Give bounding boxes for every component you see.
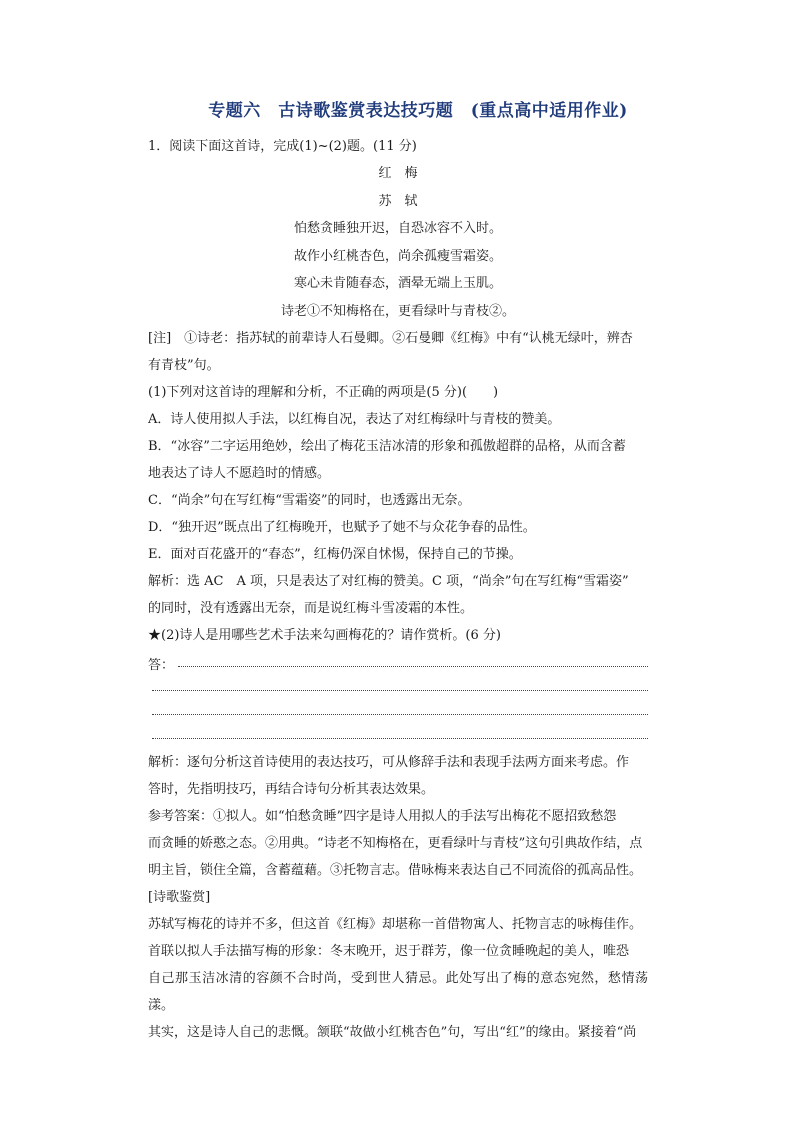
answer-line[interactable] [148,649,648,673]
annotation-note-cont: 有青枝”句。 [148,358,220,373]
option-b: B．“冰容”二字运用绝妙，绘出了梅花玉洁冰清的形象和孤傲超群的品格，从而含蓄 [148,439,626,454]
option-c: C．“尚余”句在写红梅“雪霜姿”的同时，也透露出无奈。 [148,493,471,508]
appreciation-header: [诗歌鉴赏] [148,890,211,905]
answer-dotted-line [152,738,648,739]
question-1-intro: 1．阅读下面这首诗，完成(1)~(2)题。(11 分) [148,139,417,154]
appreciation-text: 自己那玉洁冰清的容颜不合时尚，受到世人猜忌。此处写出了梅的意态宛然，愁情荡漾。 [148,971,648,1013]
reference-answer-cont: 而贪睡的娇憨之态。②用典。“诗老不知梅格在，更看绿叶与青枝”这句引典故作结，点 [148,836,643,851]
poem-author: 苏 轼 [378,193,418,209]
poem-line: 寒心未肯随春态，酒晕无端上玉肌。 [293,276,502,291]
appreciation-text: 苏轼写梅花的诗并不多，但这首《红梅》却堪称一首借物寓人、托物言志的咏梅佳作。 [148,917,643,932]
appreciation-text: 首联以拟人手法描写梅的形象：冬末晚开，迟于群芳，像一位贪睡晚起的美人，唯恐 [148,944,630,959]
answer-dotted-line [178,666,648,667]
analysis-1: 解析：选 AC A 项，只是表达了对红梅的赞美。C 项，“尚余”句在写红梅“雪霜姿” [148,574,629,589]
answer-line[interactable] [148,673,648,697]
annotation-note: [注] ①诗老：指苏轼的前辈诗人石曼卿。②石曼卿《红梅》中有“认桃无绿叶，辨杏 [148,331,633,346]
option-e: E．面对百花盛开的“春态”，红梅仍深自怵惕，保持自己的节操。 [148,547,522,562]
answer-dotted-line [152,690,648,691]
page-title: 专题六 古诗歌鉴赏表达技巧题 (重点高中适用作业) [208,101,628,121]
analysis-2: 解析：逐句分析这首诗使用的表达技巧，可从修辞手法和表现手法两方面来考虑。作 [148,755,630,770]
sub-question-1-stem: (1)下列对这首诗的理解和分析，不正确的两项是(5 分)( ) [148,385,499,400]
poem-title: 红 梅 [378,166,418,181]
answer-label: 答： [148,658,175,673]
option-b-cont: 地表达了诗人不愿趋时的情感。 [148,466,331,481]
poem-line: 诗老①不知梅格在，更看绿叶与青枝②。 [280,303,515,319]
reference-answer: 参考答案：①拟人。如“怕愁贪睡”四字是诗人用拟人的手法写出梅花不愿招致愁怨 [148,809,617,824]
analysis-1-cont: 的同时，没有透露出无奈，而是说红梅斗雪凌霜的本性。 [148,601,474,616]
poem-line: 怕愁贪睡独开迟，自恐冰容不入时。 [293,221,502,236]
answer-dotted-line [152,714,648,715]
analysis-2-cont: 答时，先指明技巧，再结合诗句分析其表达效果。 [148,782,435,797]
option-d: D．“独开迟”既点出了红梅晚开，也赋予了她不与众花争春的品性。 [148,520,536,535]
document-page [148,96,648,1046]
reference-answer-cont: 明主旨，锁住全篇，含蓄蕴藉。③托物言志。借咏梅来表达自己不同流俗的孤高品性。 [148,863,643,878]
appreciation-text: 其实，这是诗人自己的悲慨。颔联“故做小红桃杏色”句，写出“红”的缘由。紧接着“尚 [148,1025,637,1040]
answer-line[interactable] [148,697,648,721]
poem-line: 故作小红桃杏色，尚余孤瘦雪霜姿。 [293,248,502,264]
option-a: A．诗人使用拟人手法，以红梅自况，表达了对红梅绿叶与青枝的赞美。 [148,412,561,427]
sub-question-2-stem: ★(2)诗人是用哪些艺术手法来勾画梅花的？请作赏析。(6 分) [148,628,501,643]
answer-line[interactable] [148,721,648,745]
